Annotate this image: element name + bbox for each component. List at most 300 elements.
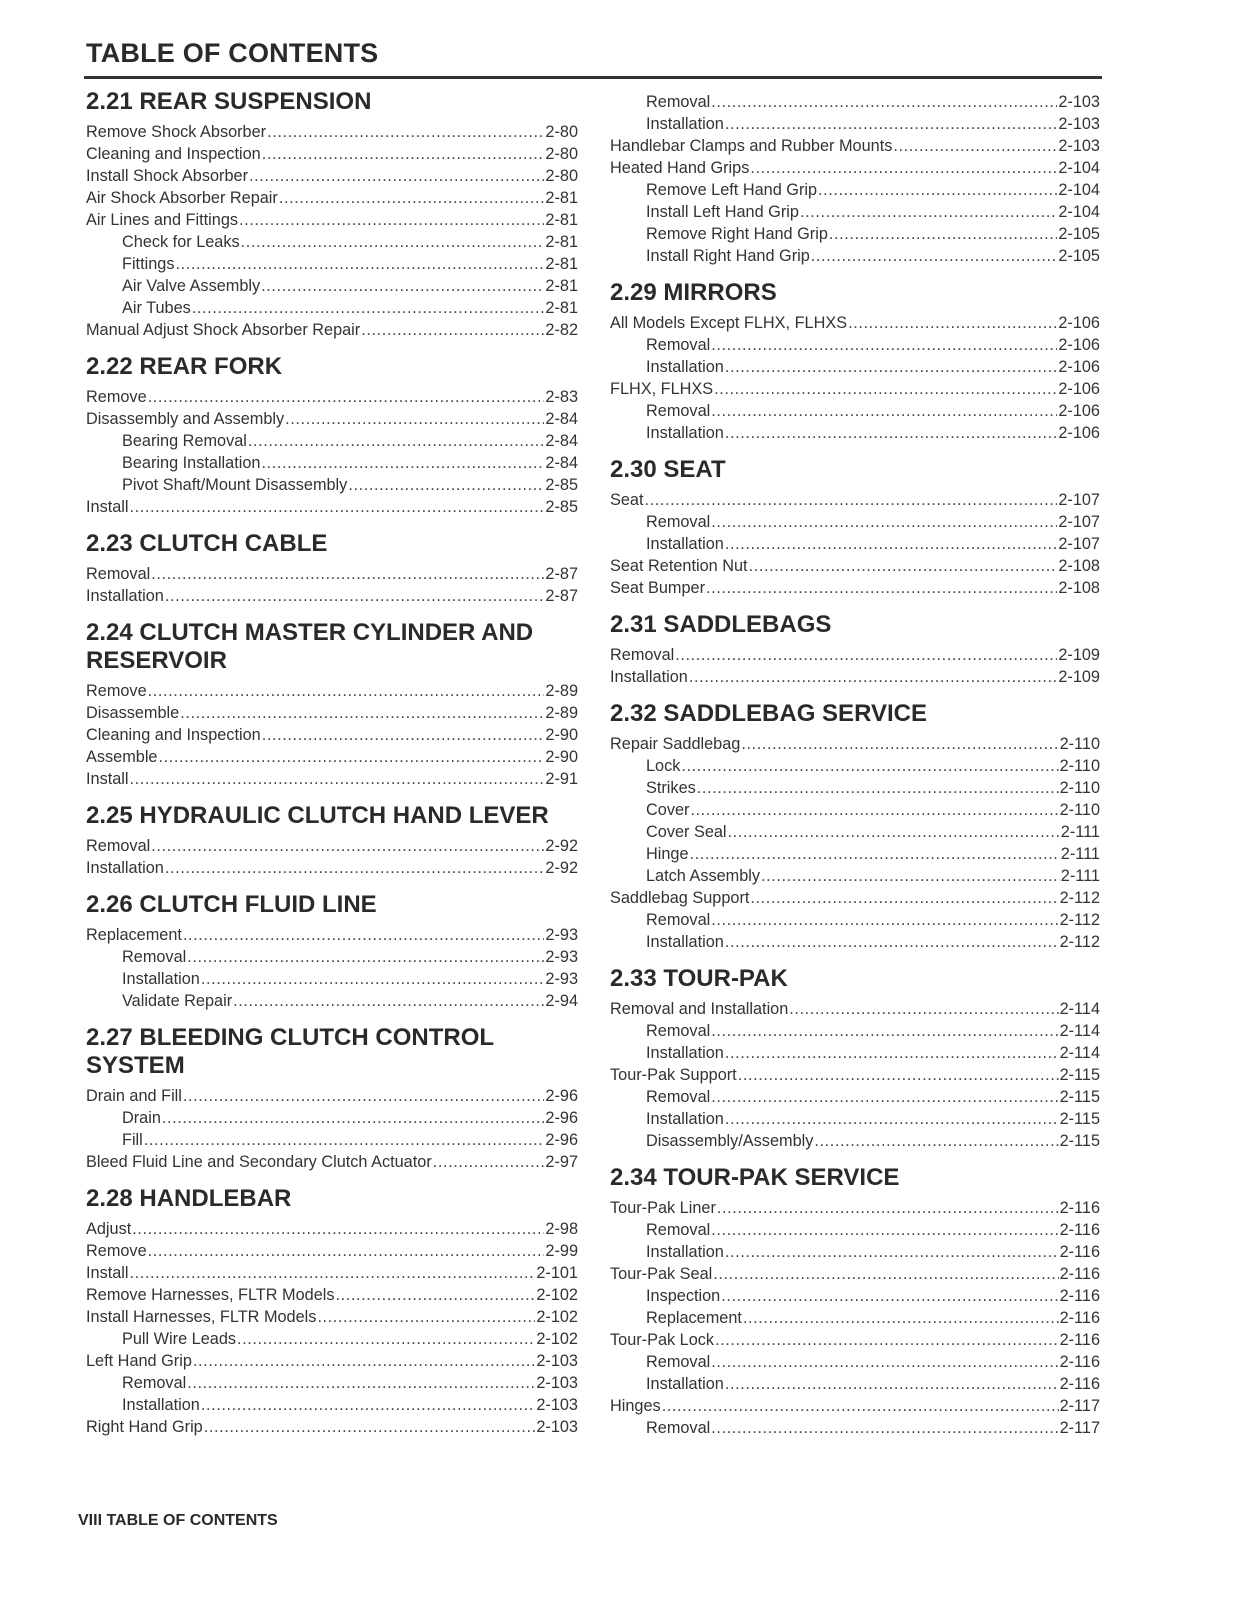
- toc-entry[interactable]: [86, 1085, 578, 1107]
- toc-entry[interactable]: [86, 430, 578, 452]
- toc-section: [610, 1164, 1100, 1439]
- dot-leader: [725, 533, 1058, 555]
- toc-entry-page: 2-81: [545, 255, 578, 273]
- toc-entry[interactable]: [86, 563, 578, 585]
- dot-leader: [728, 821, 1060, 843]
- toc-entry[interactable]: [610, 422, 1100, 444]
- toc-entry-page: 2-80: [545, 123, 578, 141]
- toc-entry[interactable]: [610, 931, 1100, 953]
- dot-leader: [711, 91, 1057, 113]
- toc-entry-title: Installation: [86, 587, 164, 605]
- dot-leader: [715, 1329, 1059, 1351]
- toc-entry-title: Installation: [122, 1396, 200, 1414]
- toc-entry-page: 2-99: [545, 1242, 578, 1260]
- dot-leader: [144, 1129, 545, 1151]
- toc-entry-page: 2-93: [545, 926, 578, 944]
- toc-entry-title: Strikes: [646, 779, 696, 797]
- toc-entry-title: Hinge: [646, 845, 689, 863]
- section-title: 2.27 BLEEDING CLUTCH CONTROL SYSTEM: [86, 1024, 494, 1079]
- toc-entry-title: Remove Left Hand Grip: [646, 181, 818, 199]
- toc-entry[interactable]: [610, 644, 1100, 666]
- toc-entry[interactable]: [610, 378, 1100, 400]
- toc-left-column: [86, 88, 578, 1450]
- toc-entry-title: Cleaning and Inspection: [86, 726, 261, 744]
- toc-entry-title: Installation: [646, 1375, 724, 1393]
- dot-leader: [233, 990, 544, 1012]
- toc-entry[interactable]: [610, 312, 1100, 334]
- toc-section: [610, 700, 1100, 953]
- toc-entry[interactable]: [86, 209, 578, 231]
- toc-entry[interactable]: [86, 680, 578, 702]
- dot-leader: [645, 489, 1058, 511]
- dot-leader: [725, 1042, 1059, 1064]
- toc-section: [610, 456, 1100, 599]
- dot-leader: [262, 724, 545, 746]
- toc-entry[interactable]: [610, 511, 1100, 533]
- toc-entry-title: Repair Saddlebag: [610, 735, 741, 753]
- dot-leader: [175, 253, 544, 275]
- toc-entry[interactable]: [86, 165, 578, 187]
- toc-entry-title: Validate Repair: [122, 992, 233, 1010]
- toc-entry[interactable]: [86, 1306, 578, 1328]
- dot-leader: [183, 1085, 544, 1107]
- toc-entry-title: Air Lines and Fittings: [86, 211, 239, 229]
- toc-entry[interactable]: [610, 113, 1100, 135]
- toc-entry-page: 2-115: [1059, 1088, 1100, 1106]
- toc-section: [86, 802, 578, 879]
- toc-entry[interactable]: [86, 746, 578, 768]
- toc-entry-page: 2-106: [1058, 336, 1100, 354]
- dot-leader: [725, 113, 1058, 135]
- toc-entry-page: 2-112: [1059, 933, 1100, 951]
- toc-entry[interactable]: [610, 821, 1100, 843]
- toc-entry[interactable]: [86, 496, 578, 518]
- toc-entry-page: 2-103: [1058, 115, 1100, 133]
- toc-entry-page: 2-91: [545, 770, 578, 788]
- dot-leader: [675, 644, 1057, 666]
- toc-entry[interactable]: [610, 1417, 1100, 1439]
- toc-entry[interactable]: [86, 924, 578, 946]
- page-footer: VIII TABLE OF CONTENTS: [78, 1512, 278, 1529]
- toc-entry-page: 2-106: [1058, 402, 1100, 420]
- dot-leader: [725, 1241, 1059, 1263]
- toc-entry[interactable]: [86, 297, 578, 319]
- toc-entry-page: 2-104: [1058, 159, 1100, 177]
- toc-entry-page: 2-89: [545, 704, 578, 722]
- dot-leader: [848, 312, 1057, 334]
- toc-entry-title: Latch Assembly: [646, 867, 761, 885]
- toc-entry-page: 2-85: [545, 476, 578, 494]
- dot-leader: [148, 386, 545, 408]
- dot-leader: [893, 135, 1057, 157]
- toc-entry-title: Installation: [86, 859, 164, 877]
- toc-entry-page: 2-115: [1059, 1110, 1100, 1128]
- toc-entry-page: 2-84: [545, 410, 578, 428]
- toc-entry-title: Lock: [646, 757, 681, 775]
- section-title: 2.23 CLUTCH CABLE: [86, 530, 328, 557]
- toc-entry-title: Fittings: [122, 255, 175, 273]
- dot-leader: [711, 909, 1058, 931]
- toc-entry-title: Install: [86, 1264, 129, 1282]
- dot-leader: [130, 768, 545, 790]
- toc-entry[interactable]: [86, 187, 578, 209]
- dot-leader: [239, 209, 544, 231]
- dot-leader: [811, 245, 1058, 267]
- dot-leader: [725, 422, 1058, 444]
- toc-entry[interactable]: [610, 135, 1100, 157]
- toc-entry-title: Installation: [646, 1243, 724, 1261]
- toc-entry-page: 2-104: [1058, 203, 1100, 221]
- toc-entry-page: 2-80: [545, 145, 578, 163]
- toc-entry[interactable]: [86, 275, 578, 297]
- dot-leader: [814, 1130, 1058, 1152]
- toc-entry[interactable]: [86, 1151, 578, 1173]
- toc-entry-title: Fill: [122, 1131, 143, 1149]
- toc-entry-title: Removal: [610, 646, 675, 664]
- dot-leader: [681, 755, 1058, 777]
- toc-entry-page: 2-81: [545, 211, 578, 229]
- toc-entry-page: 2-80: [545, 167, 578, 185]
- toc-entry[interactable]: [610, 865, 1100, 887]
- toc-entry-title: Removal: [646, 1088, 711, 1106]
- toc-entry[interactable]: [610, 909, 1100, 931]
- toc-entry-page: 2-94: [545, 992, 578, 1010]
- dot-leader: [829, 223, 1057, 245]
- toc-entry-title: Tour-Pak Lock: [610, 1331, 715, 1349]
- toc-entry[interactable]: [610, 777, 1100, 799]
- section-title: 2.30 SEAT: [610, 456, 726, 483]
- toc-entry-page: 2-116: [1059, 1221, 1100, 1239]
- toc-section: [86, 353, 578, 518]
- toc-entry-page: 2-102: [536, 1330, 578, 1348]
- toc-entry[interactable]: [610, 1086, 1100, 1108]
- toc-entry-title: Replacement: [86, 926, 182, 944]
- toc-entry-page: 2-116: [1059, 1287, 1100, 1305]
- toc-entry-page: 2-116: [1059, 1265, 1100, 1283]
- dot-leader: [201, 1394, 536, 1416]
- toc-entry-title: Cover: [646, 801, 690, 819]
- toc-entry-page: 2-90: [545, 748, 578, 766]
- toc-entry[interactable]: [86, 1416, 578, 1438]
- toc-entry[interactable]: [86, 1350, 578, 1372]
- toc-entry[interactable]: [86, 1372, 578, 1394]
- toc-entry[interactable]: [86, 386, 578, 408]
- toc-entry-title: Remove Harnesses, FLTR Models: [86, 1286, 335, 1304]
- toc-entry-title: Adjust: [86, 1220, 132, 1238]
- toc-entry-page: 2-97: [545, 1153, 578, 1171]
- toc-entry[interactable]: [86, 1262, 578, 1284]
- toc-entry-title: Installation: [646, 1044, 724, 1062]
- dot-leader: [697, 777, 1059, 799]
- section-title: 2.25 HYDRAULIC CLUTCH HAND LEVER: [86, 802, 549, 829]
- toc-entry-page: 2-103: [1058, 137, 1100, 155]
- toc-entry-title: Removal: [646, 336, 711, 354]
- toc-entry-title: Heated Hand Grips: [610, 159, 750, 177]
- toc-entry[interactable]: [86, 946, 578, 968]
- toc-entry-title: Tour-Pak Liner: [610, 1199, 716, 1217]
- toc-entry[interactable]: [86, 990, 578, 1012]
- toc-entry[interactable]: [610, 755, 1100, 777]
- toc-entry-title: Removal: [646, 513, 711, 531]
- toc-right-column: [610, 91, 1100, 1451]
- toc-section: [86, 891, 578, 1012]
- toc-entry-title: Install Shock Absorber: [86, 167, 248, 185]
- toc-entry-page: 2-110: [1059, 735, 1100, 753]
- dot-leader: [180, 702, 544, 724]
- toc-entry-title: Tour-Pak Seal: [610, 1265, 713, 1283]
- toc-entry-title: Tour-Pak Support: [610, 1066, 737, 1084]
- toc-entry-title: Remove: [86, 682, 147, 700]
- toc-entry-title: Remove Shock Absorber: [86, 123, 267, 141]
- toc-entry[interactable]: [86, 121, 578, 143]
- toc-entry[interactable]: [610, 799, 1100, 821]
- toc-entry[interactable]: [610, 223, 1100, 245]
- toc-entry[interactable]: [610, 1373, 1100, 1395]
- dot-leader: [714, 378, 1057, 400]
- toc-entry-page: 2-107: [1058, 491, 1100, 509]
- toc-entry[interactable]: [610, 1197, 1100, 1219]
- toc-entry-page: 2-81: [545, 299, 578, 317]
- toc-entry[interactable]: [610, 356, 1100, 378]
- dot-leader: [711, 1020, 1058, 1042]
- toc-entry[interactable]: [610, 533, 1100, 555]
- toc-entry[interactable]: [610, 179, 1100, 201]
- toc-entry-page: 2-116: [1059, 1309, 1100, 1327]
- toc-entry[interactable]: [610, 998, 1100, 1020]
- toc-entry[interactable]: [610, 1064, 1100, 1086]
- dot-leader: [132, 1218, 544, 1240]
- toc-entry-page: 2-83: [545, 388, 578, 406]
- toc-entry-title: Removal: [86, 837, 151, 855]
- dot-leader: [151, 835, 544, 857]
- toc-entry-title: Remove Right Hand Grip: [646, 225, 828, 243]
- toc-entry-title: Hinges: [610, 1397, 661, 1415]
- toc-entry[interactable]: [610, 1042, 1100, 1064]
- toc-entry-title: Drain: [122, 1109, 161, 1127]
- dot-leader: [267, 121, 544, 143]
- toc-entry-page: 2-109: [1058, 668, 1100, 686]
- toc-entry-page: 2-93: [545, 970, 578, 988]
- dot-leader: [159, 746, 545, 768]
- toc-entry[interactable]: [610, 1020, 1100, 1042]
- dot-leader: [130, 496, 545, 518]
- dot-leader: [711, 400, 1057, 422]
- toc-entry[interactable]: [610, 577, 1100, 599]
- toc-entry[interactable]: [86, 857, 578, 879]
- toc-entry-title: Pivot Shaft/Mount Disassembly: [122, 476, 348, 494]
- toc-entry[interactable]: [86, 1240, 578, 1262]
- dot-leader: [148, 1240, 545, 1262]
- toc-entry-page: 2-85: [545, 498, 578, 516]
- dot-leader: [711, 511, 1057, 533]
- toc-entry-page: 2-111: [1060, 845, 1100, 863]
- toc-section: [610, 965, 1100, 1152]
- toc-entry[interactable]: [610, 1263, 1100, 1285]
- toc-entry[interactable]: [610, 400, 1100, 422]
- dot-leader: [165, 857, 545, 879]
- toc-entry-page: 2-98: [545, 1220, 578, 1238]
- toc-entry-title: Install Right Hand Grip: [646, 247, 810, 265]
- toc-entry-title: Cleaning and Inspection: [86, 145, 261, 163]
- toc-entry-page: 2-96: [545, 1131, 578, 1149]
- toc-entry[interactable]: [86, 143, 578, 165]
- toc-entry[interactable]: [86, 768, 578, 790]
- dot-leader: [711, 334, 1057, 356]
- toc-entry[interactable]: [86, 253, 578, 275]
- toc-entry-title: Installation: [646, 535, 724, 553]
- toc-entry-page: 2-111: [1060, 867, 1100, 885]
- dot-leader: [336, 1284, 536, 1306]
- toc-entry-page: 2-107: [1058, 535, 1100, 553]
- toc-entry[interactable]: [86, 1129, 578, 1151]
- toc-entry[interactable]: [86, 1107, 578, 1129]
- toc-entry[interactable]: [610, 1219, 1100, 1241]
- toc-section: [610, 279, 1100, 444]
- dot-leader: [192, 297, 545, 319]
- toc-entry-page: 2-116: [1059, 1331, 1100, 1349]
- toc-entry[interactable]: [86, 1394, 578, 1416]
- dot-leader: [711, 1219, 1058, 1241]
- dot-leader: [433, 1151, 545, 1173]
- dot-leader: [162, 1107, 544, 1129]
- section-title: 2.33 TOUR-PAK: [610, 965, 788, 992]
- dot-leader: [241, 231, 545, 253]
- toc-entry-title: Removal: [646, 402, 711, 420]
- dot-leader: [279, 187, 545, 209]
- dot-leader: [721, 1285, 1058, 1307]
- toc-entry[interactable]: [610, 91, 1100, 113]
- toc-entry-page: 2-89: [545, 682, 578, 700]
- dot-leader: [750, 157, 1057, 179]
- toc-entry[interactable]: [86, 968, 578, 990]
- toc-entry-title: Bearing Removal: [122, 432, 247, 450]
- toc-entry[interactable]: [610, 843, 1100, 865]
- toc-entry-page: 2-90: [545, 726, 578, 744]
- toc-entry[interactable]: [610, 1130, 1100, 1152]
- toc-entry-title: Installation: [646, 933, 724, 951]
- toc-entry[interactable]: [610, 1351, 1100, 1373]
- toc-entry-page: 2-106: [1058, 380, 1100, 398]
- dot-leader: [183, 924, 544, 946]
- toc-entry[interactable]: [610, 334, 1100, 356]
- toc-entry[interactable]: [610, 201, 1100, 223]
- toc-entry-page: 2-102: [536, 1286, 578, 1304]
- toc-entry-page: 2-116: [1059, 1353, 1100, 1371]
- dot-leader: [204, 1416, 536, 1438]
- toc-entry-title: Seat: [610, 491, 644, 509]
- dot-leader: [348, 474, 544, 496]
- toc-entry-page: 2-87: [545, 587, 578, 605]
- toc-entry-title: Bearing Installation: [122, 454, 261, 472]
- toc-entry-page: 2-103: [536, 1374, 578, 1392]
- toc-entry[interactable]: [610, 1307, 1100, 1329]
- toc-entry[interactable]: [610, 1241, 1100, 1263]
- toc-entry-page: 2-111: [1060, 823, 1100, 841]
- toc-entry[interactable]: [610, 666, 1100, 688]
- section-title: 2.28 HANDLEBAR: [86, 1185, 292, 1212]
- dot-leader: [738, 1064, 1059, 1086]
- dot-leader: [761, 865, 1060, 887]
- toc-entry[interactable]: [610, 733, 1100, 755]
- section-title: 2.29 MIRRORS: [610, 279, 777, 306]
- toc-entry[interactable]: [86, 319, 578, 341]
- toc-entry-page: 2-104: [1058, 181, 1100, 199]
- toc-entry-page: 2-106: [1058, 314, 1100, 332]
- toc-entry-title: Pull Wire Leads: [122, 1330, 237, 1348]
- dot-leader: [237, 1328, 535, 1350]
- toc-entry[interactable]: [610, 157, 1100, 179]
- toc-entry[interactable]: [86, 702, 578, 724]
- toc-entry-title: Air Valve Assembly: [122, 277, 261, 295]
- toc-entry[interactable]: [86, 1218, 578, 1240]
- toc-entry-title: Installation: [646, 1110, 724, 1128]
- toc-entry[interactable]: [610, 1108, 1100, 1130]
- toc-entry[interactable]: [610, 555, 1100, 577]
- toc-entry-title: Air Shock Absorber Repair: [86, 189, 278, 207]
- toc-section: [86, 1185, 578, 1438]
- toc-entry-page: 2-107: [1058, 513, 1100, 531]
- page-title: TABLE OF CONTENTS: [86, 38, 379, 68]
- toc-entry-title: Disassembly and Assembly: [86, 410, 285, 428]
- toc-entry-page: 2-81: [545, 233, 578, 251]
- toc-entry[interactable]: [86, 408, 578, 430]
- toc-entry-page: 2-81: [545, 189, 578, 207]
- toc-entry[interactable]: [610, 1395, 1100, 1417]
- section-title: 2.21 REAR SUSPENSION: [86, 88, 372, 115]
- dot-leader: [151, 563, 544, 585]
- toc-entry[interactable]: [86, 585, 578, 607]
- toc-entry-page: 2-110: [1059, 757, 1100, 775]
- toc-entry-page: 2-103: [536, 1418, 578, 1436]
- toc-entry-page: 2-84: [545, 432, 578, 450]
- toc-entry[interactable]: [86, 452, 578, 474]
- dot-leader: [741, 733, 1058, 755]
- dot-leader: [749, 555, 1058, 577]
- toc-entry[interactable]: [610, 1329, 1100, 1351]
- toc-entry-page: 2-103: [1058, 93, 1100, 111]
- dot-leader: [248, 430, 545, 452]
- toc-entry-title: Install Left Hand Grip: [646, 203, 799, 221]
- dot-leader: [725, 1373, 1059, 1395]
- toc-entry[interactable]: [86, 835, 578, 857]
- toc-entry[interactable]: [610, 887, 1100, 909]
- toc-entry-page: 2-82: [545, 321, 578, 339]
- toc-entry[interactable]: [86, 231, 578, 253]
- toc-entry-title: Seat Retention Nut: [610, 557, 748, 575]
- dot-leader: [662, 1395, 1059, 1417]
- toc-entry-title: FLHX, FLHXS: [610, 380, 714, 398]
- toc-entry-page: 2-110: [1059, 801, 1100, 819]
- toc-entry-title: Installation: [646, 424, 724, 442]
- toc-entry[interactable]: [610, 1285, 1100, 1307]
- toc-entry-page: 2-116: [1059, 1243, 1100, 1261]
- toc-entry-title: All Models Except FLHX, FLHXS: [610, 314, 848, 332]
- toc-entry-title: Installation: [122, 970, 200, 988]
- toc-entry[interactable]: [86, 1328, 578, 1350]
- toc-entry-page: 2-102: [536, 1308, 578, 1326]
- toc-entry-page: 2-92: [545, 859, 578, 877]
- toc-entry[interactable]: [610, 245, 1100, 267]
- toc-entry[interactable]: [86, 724, 578, 746]
- toc-entry[interactable]: [86, 1284, 578, 1306]
- dot-leader: [317, 1306, 535, 1328]
- toc-entry-page: 2-110: [1059, 779, 1100, 797]
- dot-leader: [725, 1108, 1059, 1130]
- section-title: 2.34 TOUR-PAK SERVICE: [610, 1164, 900, 1191]
- toc-entry[interactable]: [610, 489, 1100, 511]
- toc-entry-page: 2-81: [545, 277, 578, 295]
- toc-entry[interactable]: [86, 474, 578, 496]
